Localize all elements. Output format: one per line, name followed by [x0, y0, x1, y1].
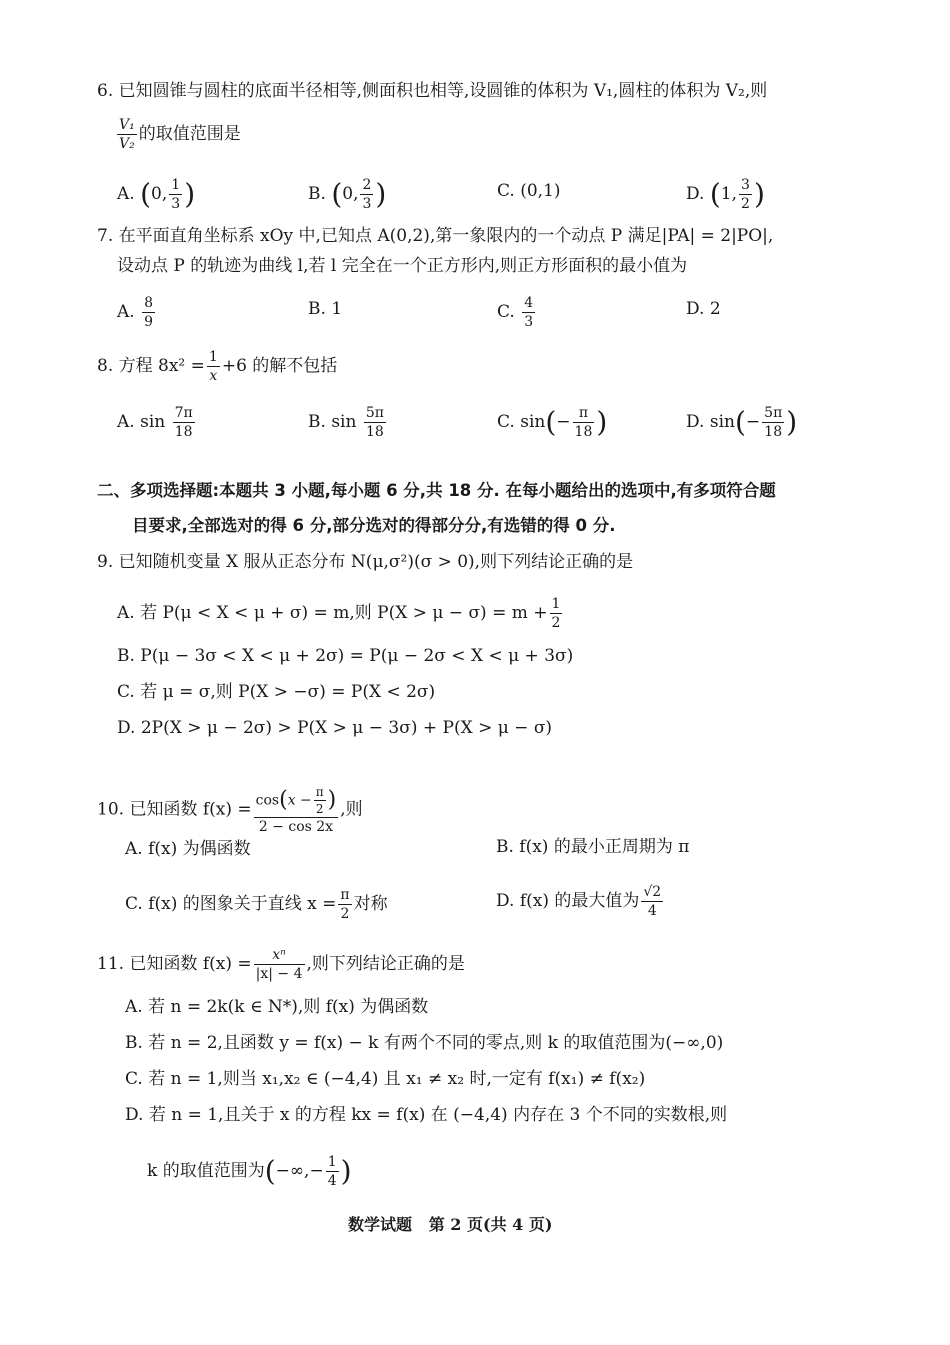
- q8-d-frac: [762, 406, 784, 439]
- page-footer: [348, 1214, 552, 1236]
- q8-a-fn: sin: [140, 412, 166, 432]
- q7-c-den: 3: [524, 314, 534, 330]
- q7-b-text: 1: [331, 299, 343, 319]
- q8-d-den: 18: [764, 424, 783, 440]
- q8-c-close: ): [596, 405, 608, 439]
- q8-frac-num: 1: [208, 349, 218, 365]
- q9-option-c: C. 若 μ = σ,则 P(X > −σ) = P(X < 2σ): [117, 682, 436, 702]
- q11-stem: [97, 948, 465, 981]
- q7-a-den: 9: [144, 314, 154, 330]
- q8-b-den: 18: [365, 424, 384, 440]
- q8-c-pre: −: [556, 412, 571, 432]
- q8-head: 8. 方程 8x² =: [97, 356, 205, 376]
- q8-a-frac: [173, 406, 195, 439]
- footer-page-number: 第 2 页(共 4 页): [428, 1215, 553, 1234]
- q10-num-close: ): [327, 787, 337, 813]
- q8-d-fn: sin: [709, 412, 735, 432]
- q7-a-num: 8: [144, 295, 154, 311]
- q9-a-text: A. 若 P(μ < X < μ + σ) = m,则 P(X > μ − σ) = m +: [117, 603, 548, 623]
- q10-option-c: [125, 888, 388, 921]
- q8-stem: [97, 350, 337, 383]
- q10-head: 10. 已知函数 f(x) =: [97, 799, 252, 820]
- q11-frac-num: xⁿ: [254, 948, 305, 965]
- q6-b-num: 2: [362, 177, 372, 193]
- q7-option-b: [308, 298, 342, 320]
- q10-num-open: (: [279, 787, 288, 813]
- q11-head: 11. 已知函数 f(x) =: [97, 954, 252, 974]
- q8-b-frac: [364, 406, 386, 439]
- q10-frac-den: 2 − cos 2x: [258, 819, 334, 835]
- q8-option-c: [497, 406, 607, 439]
- q7-c-prefix: C.: [497, 302, 521, 322]
- q10-tail: ,则: [340, 799, 363, 820]
- q6-b-prefix: B.: [308, 184, 332, 204]
- q6-ratio-fraction: [117, 118, 137, 151]
- q6-b-den: 3: [362, 196, 372, 212]
- q7-c-frac: [522, 296, 535, 329]
- section2-heading-line1: 二、多项选择题:本题共 3 小题,每小题 6 分,共 18 分. 在每小题给出的选项中,有多项符合题: [97, 481, 776, 500]
- q11-e-pre: k 的取值范围为: [147, 1161, 265, 1181]
- q8-b-prefix: B.: [308, 412, 332, 432]
- q6-a-frac: [169, 178, 182, 211]
- q8-c-open: (: [545, 405, 557, 439]
- q10-num-fn: cos: [255, 792, 280, 809]
- q8-option-a: [117, 406, 197, 439]
- q10-option-d: [496, 885, 665, 918]
- q10-stem: [97, 786, 363, 834]
- q6-a-num: 1: [171, 177, 181, 193]
- q11-option-a: A. 若 n = 2k(k ∈ N*),则 f(x) 为偶函数: [125, 997, 429, 1017]
- q11-e-open: (: [264, 1154, 276, 1188]
- q6-stem-line1: 6. 已知圆锥与圆柱的底面半径相等,侧面积也相等,设圆锥的体积为 V₁,圆柱的体积为 V₂,则: [97, 81, 768, 101]
- q8-b-num: 5π: [365, 405, 384, 421]
- q7-option-c: [497, 296, 537, 329]
- q9-option-d: D. 2P(X > μ − 2σ) > P(X > μ − 3σ) + P(X > μ − σ): [117, 718, 553, 738]
- q8-c-den: 18: [574, 424, 593, 440]
- q6-c-text: (0,1): [520, 181, 561, 201]
- q6-d-close: ): [753, 177, 765, 211]
- q11-option-b: B. 若 n = 2,且函数 y = f(x) − k 有两个不同的零点,则 k 的取值范围为(−∞,0): [125, 1033, 724, 1053]
- q11-option-d: D. 若 n = 1,且关于 x 的方程 kx = f(x) 在 (−4,4) 内存在 3 个不同的实数根,则: [125, 1105, 728, 1125]
- q7-option-a: [117, 296, 157, 329]
- q11-e-frac: [326, 1155, 339, 1188]
- q6-a-close: ): [184, 177, 196, 211]
- q10-d-pre: D. f(x) 的最大值为: [496, 891, 640, 911]
- q11-frac-den: |x| − 4: [255, 966, 303, 982]
- q7-stem-line2: 设动点 P 的轨迹为曲线 l,若 l 完全在一个正方形内,则正方形面积的最小值为: [117, 256, 688, 276]
- q10-d-den: 4: [647, 903, 657, 919]
- q11-option-c: C. 若 n = 1,则当 x₁,x₂ ∈ (−4,4) 且 x₁ ≠ x₂ 时,一定有 f(x₁) ≠ f(x₂): [125, 1069, 646, 1089]
- q11-tail: ,则下列结论正确的是: [306, 954, 465, 974]
- q7-b-prefix: B.: [308, 299, 332, 319]
- q6-a-prefix: A.: [117, 184, 141, 204]
- q10-frac: [254, 786, 339, 834]
- q8-d-open: (: [734, 405, 746, 439]
- q10-num-inner-pre: x −: [287, 792, 312, 809]
- q6-option-a: [117, 178, 195, 211]
- q8-option-b: [308, 406, 388, 439]
- q6-b-frac: [360, 178, 373, 211]
- q8-a-num: 7π: [174, 405, 193, 421]
- q9-a-den: 2: [551, 615, 561, 631]
- q6-d-den: 2: [741, 196, 750, 212]
- q9-option-a: [117, 597, 564, 630]
- q10-option-b: B. f(x) 的最小正周期为 π: [496, 837, 690, 857]
- q7-c-num: 4: [524, 295, 534, 311]
- q6-a-open: (: [140, 177, 152, 211]
- q10-c-num: π: [340, 887, 350, 903]
- q6-ratio-den: V₂: [119, 136, 135, 152]
- q8-b-fn: sin: [331, 412, 357, 432]
- q11-frac: [254, 948, 305, 981]
- q8-tail: +6 的解不包括: [221, 356, 338, 376]
- q10-frac-num: [254, 786, 339, 818]
- q11-e-den: 4: [327, 1173, 337, 1189]
- q10-d-frac: [641, 885, 663, 918]
- q7-stem-line1: 7. 在平面直角坐标系 xOy 中,已知点 A(0,2),第一象限内的一个动点 P 满足|PA| = 2|PO|,: [97, 226, 774, 246]
- footer-subject: 数学试题: [348, 1215, 413, 1234]
- q11-option-d-cont: [147, 1155, 352, 1188]
- q8-c-fn: sin: [520, 412, 546, 432]
- q7-a-prefix: A.: [117, 302, 141, 322]
- q10-option-a: A. f(x) 为偶函数: [125, 839, 251, 859]
- q6-d-frac: [739, 178, 752, 211]
- q6-option-b: [308, 178, 386, 211]
- q8-d-num: 5π: [764, 405, 783, 421]
- q10-inner-num: π: [315, 785, 324, 799]
- q6-option-c: [497, 180, 561, 202]
- q6-stem-line2: [115, 118, 241, 151]
- q10-d-num: √2: [643, 884, 662, 900]
- q8-frac: [207, 350, 220, 383]
- q8-d-pre: −: [745, 412, 761, 432]
- q9-option-b: B. P(μ − 3σ < X < μ + 2σ) = P(μ − 2σ < X < μ + 3σ): [117, 646, 574, 666]
- q6-b-close: ): [375, 177, 387, 211]
- section2-heading-line2: 目要求,全部选对的得 6 分,部分选对的得部分分,有选错的得 0 分.: [132, 516, 616, 535]
- q8-d-close: ): [786, 405, 798, 439]
- q10-c-post: 对称: [353, 894, 388, 914]
- q7-d-prefix: D.: [686, 299, 710, 319]
- q6-b-open: (: [331, 177, 343, 211]
- q6-ratio-num: V₁: [119, 117, 135, 133]
- q7-d-text: 2: [709, 299, 721, 319]
- q8-frac-den: x: [209, 368, 218, 384]
- q10-inner-frac: [314, 786, 326, 815]
- q11-e-num: 1: [327, 1154, 337, 1170]
- q6-d-num: 3: [741, 177, 750, 193]
- q7-option-d: [686, 298, 721, 320]
- q6-a-pre: 0,: [151, 184, 168, 204]
- q9-a-frac: [550, 597, 563, 630]
- q9-a-num: 1: [551, 596, 561, 612]
- q8-c-frac: [573, 406, 595, 439]
- q6-c-prefix: C.: [497, 181, 521, 201]
- q11-e-inner: −∞,−: [275, 1161, 324, 1181]
- q6-stem-tail: 的取值范围是: [138, 124, 241, 144]
- q9-stem: 9. 已知随机变量 X 服从正态分布 N(μ,σ²)(σ > 0),则下列结论正确的是: [97, 552, 634, 572]
- q8-c-prefix: C.: [497, 412, 521, 432]
- q6-d-open: (: [709, 177, 721, 211]
- q8-a-prefix: A.: [117, 412, 141, 432]
- q6-option-d: [686, 178, 765, 211]
- q6-b-pre: 0,: [342, 184, 359, 204]
- q6-d-pre: 1,: [720, 184, 738, 204]
- q6-a-den: 3: [171, 196, 181, 212]
- q10-inner-den: 2: [315, 802, 324, 816]
- q6-d-prefix: D.: [686, 184, 710, 204]
- q10-c-den: 2: [340, 906, 350, 922]
- q8-c-num: π: [573, 406, 595, 423]
- q8-option-d: [686, 406, 797, 439]
- q7-a-frac: [142, 296, 155, 329]
- q10-c-pre: C. f(x) 的图象关于直线 x =: [125, 894, 337, 914]
- q10-c-frac: [338, 888, 351, 921]
- q8-d-prefix: D.: [686, 412, 710, 432]
- q11-e-close: ): [340, 1154, 352, 1188]
- q8-a-den: 18: [174, 424, 193, 440]
